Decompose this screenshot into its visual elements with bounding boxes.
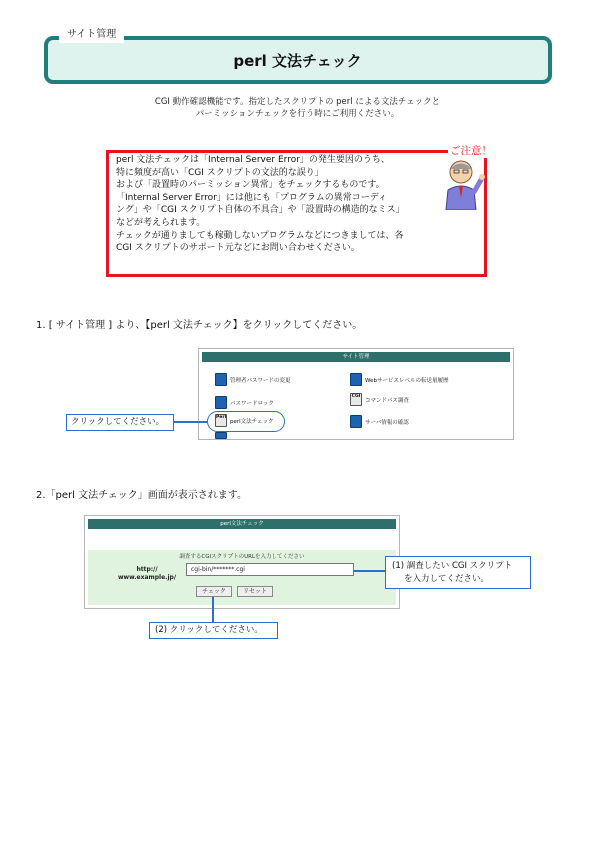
url-prefix [118, 566, 176, 582]
menu-item-label: Webサービスレベルの転送量履歴 [365, 377, 449, 384]
caution-line: チェックが通りましても稼動しないプログラムなどにつきましては、各 [116, 230, 404, 241]
lock-icon [215, 396, 227, 409]
caution-title: ご注意！ [450, 145, 492, 157]
section-tab-label: サイト管理 [59, 27, 124, 43]
menu-item-label: サーバ情報の確認 [365, 419, 409, 426]
check-button[interactable]: チェック [196, 586, 232, 597]
perl-icon-label: Perl [216, 415, 227, 420]
caution-line: および「設置時のパーミッション異常」をチェックするものです。 [116, 180, 385, 191]
caution-line: 特に頻度が高い「CGI スクリプトの文法的な誤り」 [116, 167, 324, 178]
step-1-instruction: 1. [ サイト管理 ] より、【perl 文法チェック】をクリックしてください。 [36, 320, 363, 331]
menu-item-admin-password [215, 373, 291, 386]
menu-item-partial [215, 432, 230, 439]
cgi-url-input[interactable]: cgi-bin/*******.cgi [186, 563, 354, 576]
url-prefix-line: www.example.jp/ [118, 574, 177, 581]
callout-connector [212, 597, 214, 622]
menu-item-web-service-level [350, 373, 449, 386]
callout-connector [174, 421, 207, 423]
caution-line: 「Internal Server Error」には他にも「プログラムの異常コーディ [116, 192, 388, 203]
intro-line-2: パーミッションチェックを行う時にご利用ください。 [195, 109, 400, 119]
input-callout-line: を入力してください。 [404, 574, 490, 584]
caution-line: CGI スクリプトのサポート元などにお問い合わせください。 [116, 243, 360, 254]
menu-item-label: perl文法チェック [230, 418, 274, 425]
url-prompt: 調査するCGIスクリプトのURLを入力してください [179, 554, 305, 560]
caution-text [116, 154, 405, 255]
menu-item-label: コマンドパス調査 [365, 397, 409, 404]
menu-item-label: 管理者パスワードの変更 [230, 377, 291, 384]
menu-item-command-path [350, 393, 409, 406]
intro-line-1: CGI 動作確認機能です。指定したスクリプトの perl による文法チェックと [154, 97, 441, 107]
key-icon [215, 373, 227, 386]
chart-icon [350, 373, 362, 386]
page-title: perl 文法チェック [233, 52, 362, 70]
step-2-instruction: 2.「perl 文法チェック」画面が表示されます。 [36, 490, 248, 501]
caution-line: perl 文法チェックは「Internal Server Error」の発生要因のうち、 [116, 155, 390, 165]
input-callout-line: (1) 調査したい CGI スクリプト [392, 561, 513, 571]
shot2-title-bar: perl文法チェック [88, 519, 396, 529]
caution-line: などが考えられます。 [116, 217, 206, 228]
reset-button[interactable]: リセット [237, 586, 273, 597]
presenter-illustration-icon [436, 156, 486, 210]
shot1-title-bar: サイト管理 [202, 352, 510, 362]
callout-connector [354, 570, 385, 572]
button-callout: (2) クリックしてください。 [149, 622, 278, 639]
caution-line: ング」や「CGI スクリプト自体の不具合」や「設置時の構造的なミス」 [116, 205, 405, 216]
document-icon [215, 432, 227, 439]
menu-item-label: パスワードロック [230, 400, 274, 407]
menu-item-password-lock [215, 396, 274, 409]
highlight-oval [207, 411, 285, 432]
cgi-icon [350, 393, 362, 406]
url-prefix-line: http:// [136, 566, 158, 573]
intro-text [0, 96, 595, 120]
menu-item-server-info [350, 415, 409, 428]
server-icon [350, 415, 362, 428]
input-callout [385, 556, 531, 589]
click-callout: クリックしてください。 [66, 414, 174, 431]
cgi-icon-label: CGI [351, 394, 361, 399]
